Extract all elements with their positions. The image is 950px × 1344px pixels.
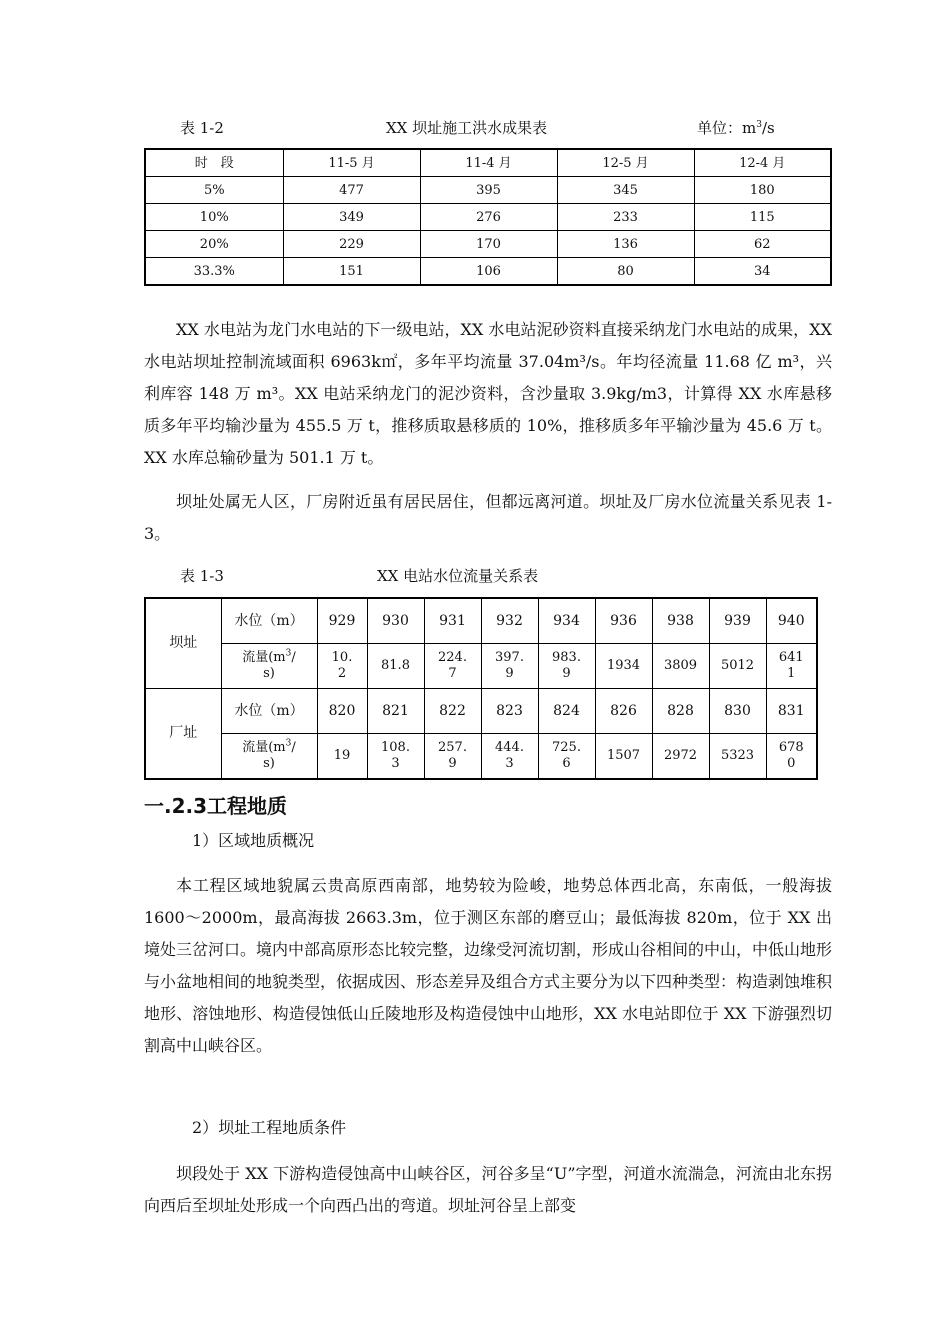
table-cell: 932 bbox=[481, 598, 538, 644]
table-row bbox=[145, 644, 817, 689]
table-cell: 940 bbox=[766, 598, 817, 644]
table-cell: 345 bbox=[557, 177, 694, 204]
table-cell: 5012 bbox=[709, 644, 766, 689]
table-cell: 830 bbox=[709, 689, 766, 734]
row-label: 水位（m） bbox=[221, 598, 317, 644]
subheading-regional-geology: 1）区域地质概况 bbox=[192, 831, 315, 850]
table-row bbox=[145, 204, 831, 231]
table-cell: 33.3% bbox=[145, 258, 283, 286]
table-header-row bbox=[145, 149, 831, 177]
row-label: 水位（m） bbox=[221, 689, 317, 734]
subheading-dam-geology: 2）坝址工程地质条件 bbox=[192, 1118, 347, 1137]
table-cell: 115 bbox=[694, 204, 831, 231]
table-cell: 10. 2 bbox=[317, 644, 367, 689]
table-cell: 930 bbox=[367, 598, 424, 644]
table-cell: 229 bbox=[283, 231, 420, 258]
table-cell: 983. 9 bbox=[538, 644, 595, 689]
table2-title: XX 电站水位流量关系表 bbox=[377, 567, 539, 585]
table-cell: 477 bbox=[283, 177, 420, 204]
table-row bbox=[145, 734, 817, 780]
row-label: 流量($m^3/$ s) bbox=[221, 734, 317, 780]
table-cell: 10% bbox=[145, 204, 283, 231]
table-cell: 233 bbox=[557, 204, 694, 231]
table-cell: 151 bbox=[283, 258, 420, 286]
table-cell: 929 bbox=[317, 598, 367, 644]
table-cell: 136 bbox=[557, 231, 694, 258]
table-cell: 34 bbox=[694, 258, 831, 286]
row-label: 流量($m^3/$ s) bbox=[221, 644, 317, 689]
table-cell: 823 bbox=[481, 689, 538, 734]
table-cell: 641 1 bbox=[766, 644, 817, 689]
table-cell: 826 bbox=[595, 689, 652, 734]
table-cell: 106 bbox=[420, 258, 557, 286]
table-cell: 821 bbox=[367, 689, 424, 734]
table-cell: 5% bbox=[145, 177, 283, 204]
table1-unit: 单位：$m^3/s$ bbox=[697, 119, 775, 137]
table-cell: 824 bbox=[538, 689, 595, 734]
table-cell: 397. 9 bbox=[481, 644, 538, 689]
table-cell: 828 bbox=[652, 689, 709, 734]
table-row bbox=[145, 231, 831, 258]
paragraph-site: 坝址处属无人区，厂房附近虽有居民居住，但都远离河道。坝址及厂房水位流量关系见表 1-3。 bbox=[144, 492, 832, 543]
stage-discharge-table bbox=[144, 597, 818, 780]
table-cell: 276 bbox=[420, 204, 557, 231]
table-cell: 395 bbox=[420, 177, 557, 204]
table-cell: 938 bbox=[652, 598, 709, 644]
table-cell: 3809 bbox=[652, 644, 709, 689]
table-cell: 1507 bbox=[595, 734, 652, 780]
header-cell: 11-4 月 bbox=[420, 149, 557, 177]
table-cell: 444. 3 bbox=[481, 734, 538, 780]
table-cell: 2972 bbox=[652, 734, 709, 780]
table-cell: 1934 bbox=[595, 644, 652, 689]
table-cell: 80 bbox=[557, 258, 694, 286]
table-cell: 725. 6 bbox=[538, 734, 595, 780]
table-cell: 62 bbox=[694, 231, 831, 258]
header-cell: 11-5 月 bbox=[283, 149, 420, 177]
table-cell: 831 bbox=[766, 689, 817, 734]
table-cell: 678 0 bbox=[766, 734, 817, 780]
header-cell: 时 段 bbox=[145, 149, 283, 177]
table-cell: 180 bbox=[694, 177, 831, 204]
table-cell: 170 bbox=[420, 231, 557, 258]
table-cell: 108. 3 bbox=[367, 734, 424, 780]
table-row bbox=[145, 177, 831, 204]
flood-results-table bbox=[144, 148, 832, 286]
table-cell: 934 bbox=[538, 598, 595, 644]
table-cell: 936 bbox=[595, 598, 652, 644]
table-row bbox=[145, 598, 817, 644]
table-cell: 820 bbox=[317, 689, 367, 734]
section-heading: 一.2.3工程地质 bbox=[144, 794, 288, 818]
table-cell: 81.8 bbox=[367, 644, 424, 689]
table1-title: XX 坝址施工洪水成果表 bbox=[386, 119, 548, 137]
paragraph-dam-geology: 坝段处于 XX 下游构造侵蚀高中山峡谷区，河谷多呈“U”字型，河道水流湍急，河流由北东拐向西后至坝址处形成一个向西凸出的弯道。坝址河谷呈上部变 bbox=[144, 1164, 832, 1215]
paragraph-regional-geology: 本工程区域地貌属云贵高原西南部，地势较为险峻，地势总体西北高，东南低，一般海拔 1600～2000m，最高海拔 2663.3m，位于测区东部的磨豆山；最低海拔 820m，位于 XX 出境处三岔河口。境内中部高原形态比较完整，边缘受河流切割，形成山谷相间的中山，中低山地形与小盆地相间的地貌类型，依据成因、形态差异及组合方式主要分为以下四种类型：构造剥蚀堆积地形、溶蚀地形、构造侵蚀低山丘陵地形及构造侵蚀中山地形，XX 水电站即位于 XX 下游强烈切割高中山峡谷区。 bbox=[144, 876, 833, 1055]
table-cell: 257. 9 bbox=[424, 734, 481, 780]
table-cell: 5323 bbox=[709, 734, 766, 780]
table-cell: 931 bbox=[424, 598, 481, 644]
site-label: 坝址 bbox=[145, 598, 221, 689]
header-cell: 12-4 月 bbox=[694, 149, 831, 177]
paragraph-sediment: XX 水电站为龙门水电站的下一级电站，XX 水电站泥砂资料直接采纳龙门水电站的成果，XX 水电站坝址控制流域面积 6963k㎡，多年平均流量 37.04m³/s。年均径流量 11.68 亿 m³，兴利库容 148 万 m³。XX 电站采纳龙门的泥沙资料，含沙量取 3.9kg/m3，计算得 XX 水库悬移质多年平均输沙量为 455.5 万 t，推移质取悬移质的 10%，推移质多年平输沙量为 45.6 万 t。XX 水库总输砂量为 501.1 万 t。 bbox=[144, 320, 832, 467]
table-cell: 19 bbox=[317, 734, 367, 780]
table-cell: 822 bbox=[424, 689, 481, 734]
table-cell: 20% bbox=[145, 231, 283, 258]
header-cell: 12-5 月 bbox=[557, 149, 694, 177]
table-row bbox=[145, 689, 817, 734]
table-cell: 349 bbox=[283, 204, 420, 231]
table2-number: 表 1-3 bbox=[180, 567, 224, 585]
site-label: 厂址 bbox=[145, 689, 221, 780]
table1-number: 表 1-2 bbox=[180, 119, 224, 137]
table-row bbox=[145, 258, 831, 286]
table-cell: 939 bbox=[709, 598, 766, 644]
table-cell: 224. 7 bbox=[424, 644, 481, 689]
